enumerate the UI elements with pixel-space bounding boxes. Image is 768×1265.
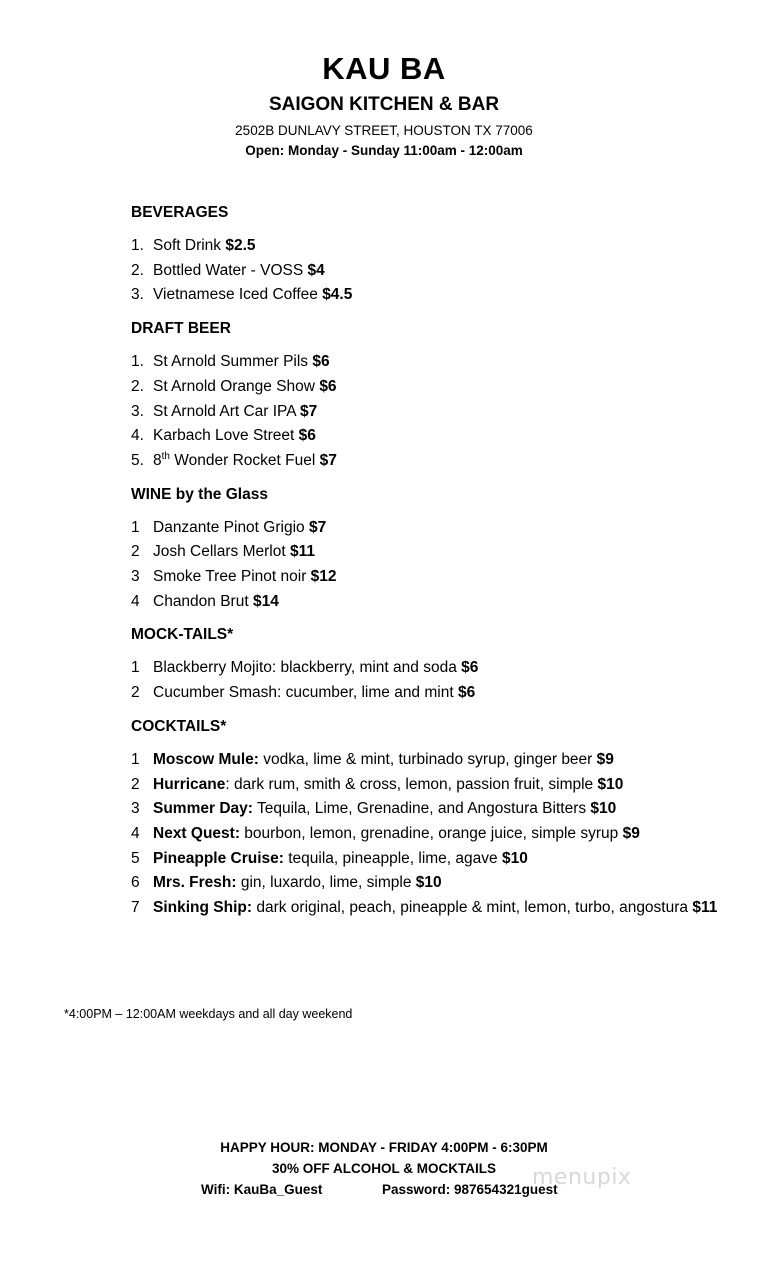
item-text (153, 797, 731, 822)
item-number: 2 (131, 543, 140, 561)
item-number: 3. (131, 286, 144, 304)
item-description: dark original, peach, pineapple & mint, lemon, turbo, angostura (252, 899, 689, 917)
item-name: Danzante Pinot Grigio (153, 518, 305, 536)
item-name: Josh Cellars Merlot (153, 543, 286, 561)
item-text (153, 871, 731, 896)
item-text (153, 847, 731, 872)
item-text (153, 350, 731, 375)
item-text (153, 449, 731, 474)
ordinal-suffix: th (161, 450, 170, 462)
section-items (131, 748, 731, 921)
wifi-password: Password: 987654321guest (382, 1182, 558, 1197)
item-price: $4.5 (322, 286, 353, 304)
section-items (131, 516, 731, 615)
watermark-logo: menupix (532, 1165, 632, 1190)
item-name: Blackberry Mojito: blackberry, mint and soda (153, 659, 457, 677)
menu-item (131, 400, 731, 425)
item-text (153, 896, 731, 921)
section-title: DRAFT BEER (131, 320, 231, 338)
item-number: 2. (131, 261, 144, 279)
item-description: tequila, pineapple, lime, agave (283, 849, 498, 867)
menu-item (131, 773, 731, 798)
restaurant-subtitle: SAIGON KITCHEN & BAR (268, 94, 500, 115)
item-description: vodka, lime & mint, turbinado syrup, ginger beer (258, 750, 593, 768)
item-text (153, 656, 731, 681)
item-price: $6 (461, 659, 479, 677)
item-number: 3 (131, 568, 140, 586)
menu-item (131, 896, 731, 921)
item-price: $6 (319, 377, 337, 395)
wifi-info (0, 1179, 768, 1200)
item-number: 3 (131, 800, 140, 818)
menu-item (131, 350, 731, 375)
item-number: 1. (131, 237, 144, 254)
happy-hour: HAPPY HOUR: MONDAY - FRIDAY 4:00PM - 6:30PM (220, 1140, 548, 1155)
opening-hours: Open: Monday - Sunday 11:00am - 12:00am (245, 143, 523, 158)
menu-item (131, 748, 731, 773)
item-number: 5 (131, 849, 140, 867)
item-name: St Arnold Orange Show (153, 377, 315, 395)
menu-item (131, 656, 731, 681)
item-price: $9 (622, 824, 640, 842)
item-text (153, 516, 731, 541)
item-name: Cucumber Smash: cucumber, lime and mint (153, 684, 454, 702)
item-name: St Arnold Art Car IPA (153, 402, 296, 420)
menu-item (131, 424, 731, 449)
item-name: Moscow Mule: (153, 750, 259, 768)
item-text (153, 748, 731, 773)
item-text (153, 822, 731, 847)
item-price: $10 (501, 849, 528, 867)
item-number: 2. (131, 377, 144, 395)
item-name: Bottled Water - VOSS (153, 261, 304, 279)
menu-item (131, 375, 731, 400)
item-price: $11 (289, 543, 315, 561)
item-description: Tequila, Lime, Grenadine, and Angostura Bitters (252, 800, 587, 818)
item-price: $7 (308, 518, 327, 536)
item-name: Vietnamese Iced Coffee (153, 286, 318, 304)
item-text (153, 234, 731, 259)
item-text (153, 400, 731, 425)
item-number: 1 (131, 518, 140, 536)
item-text (153, 565, 731, 590)
item-price: $4 (307, 261, 325, 279)
menu-item (131, 234, 731, 259)
item-description: bourbon, lemon, grenadine, orange juice, simple syrup (240, 824, 619, 842)
section-items (131, 234, 731, 308)
item-number: 1 (131, 750, 140, 768)
item-description: : dark rum, smith & cross, lemon, passion fruit, simple (225, 775, 594, 793)
item-text (153, 375, 731, 400)
item-name: Karbach Love Street (153, 427, 295, 445)
item-price: $14 (252, 592, 279, 610)
item-name: Next Quest: (153, 824, 240, 842)
menu-item (131, 871, 731, 896)
footnote: *4:00PM – 12:00AM weekdays and all day weekend (64, 1007, 353, 1021)
item-number: 4 (131, 824, 140, 842)
restaurant-name: KAU BA (322, 51, 446, 86)
item-price: $6 (298, 427, 316, 445)
item-text (153, 424, 731, 449)
item-number: 3. (131, 402, 144, 420)
item-name: Pineapple Cruise: (153, 849, 284, 867)
item-name: Summer Day: (153, 800, 253, 818)
item-name: 8 (153, 451, 162, 469)
item-name: Chandon Brut (153, 592, 249, 610)
item-price: $10 (597, 775, 624, 793)
menu-item (131, 681, 731, 706)
section-title: WINE by the Glass (131, 485, 268, 503)
item-text (153, 681, 731, 706)
item-name: Sinking Ship: (153, 899, 253, 917)
menu-header (0, 50, 768, 161)
item-price: $7 (300, 402, 318, 420)
menu-footer (0, 1137, 768, 1200)
discount-note: 30% OFF ALCOHOL & MOCKTAILS (271, 1161, 496, 1176)
section-items (131, 350, 731, 474)
item-price: $10 (590, 800, 617, 818)
section-items (131, 656, 731, 705)
item-name: Soft Drink (153, 237, 222, 254)
item-text (153, 773, 731, 798)
item-number: 2 (131, 684, 140, 702)
item-number: 1. (131, 353, 144, 371)
section-title: BEVERAGES (131, 204, 229, 221)
menu-item (131, 822, 731, 847)
item-price: $12 (310, 568, 337, 586)
item-name: St Arnold Summer Pils (153, 353, 309, 371)
menu-item (131, 590, 731, 615)
item-number: 6 (131, 874, 140, 892)
restaurant-address: 2502B DUNLAVY STREET, HOUSTON TX 77006 (235, 123, 533, 138)
item-price: $6 (457, 684, 476, 702)
item-price: $2.5 (225, 237, 256, 254)
item-price: $9 (596, 750, 614, 768)
item-number: 4 (131, 592, 140, 610)
menu-sections (131, 200, 731, 929)
item-description: gin, luxardo, lime, simple (236, 874, 412, 892)
menu-item (131, 847, 731, 872)
section-title: COCKTAILS* (131, 717, 227, 735)
menu-item (131, 283, 731, 308)
menu-item (131, 540, 731, 565)
wifi-name: Wifi: KauBa_Guest (201, 1182, 323, 1197)
item-price: $11 (692, 899, 718, 917)
item-number: 1 (131, 659, 140, 677)
item-text (153, 259, 731, 284)
item-name: Mrs. Fresh: (153, 874, 237, 892)
item-number: 7 (131, 899, 140, 917)
item-number: 2 (131, 775, 140, 793)
item-name: Smoke Tree Pinot noir (153, 568, 307, 586)
item-number: 5. (131, 451, 144, 469)
item-text (153, 283, 731, 308)
menu-item (131, 449, 731, 474)
item-number: 4. (131, 427, 144, 445)
menu-item (131, 797, 731, 822)
menu-item (131, 259, 731, 284)
item-text (153, 540, 731, 565)
section-title: MOCK-TAILS* (131, 626, 234, 644)
item-price: $10 (415, 874, 442, 892)
item-price: $6 (312, 353, 330, 371)
item-name-rest: Wonder Rocket Fuel (169, 451, 316, 469)
menu-item (131, 516, 731, 541)
item-price: $7 (319, 451, 337, 469)
item-text (153, 590, 731, 615)
menu-item (131, 565, 731, 590)
item-name: Hurricane (153, 775, 226, 793)
